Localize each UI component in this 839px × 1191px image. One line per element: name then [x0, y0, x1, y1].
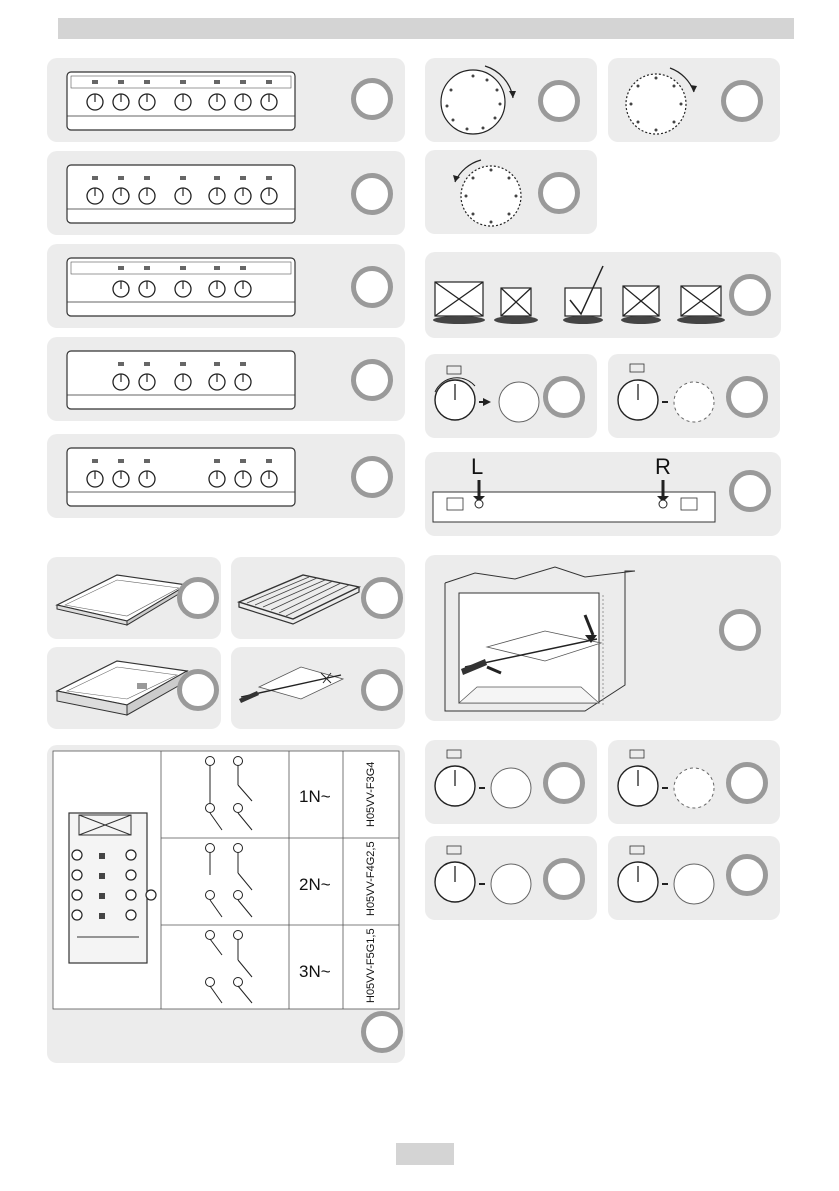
pan-sizes-panel — [425, 252, 781, 338]
step-circle — [729, 470, 771, 512]
control-panel-variant-2 — [47, 151, 405, 235]
pan-sizes-drawing — [425, 252, 781, 338]
step-circle — [543, 376, 585, 418]
timer-dial-c — [425, 150, 597, 234]
knob-setting-a — [425, 354, 597, 438]
knob-setting-e — [425, 836, 597, 920]
control-panel-variant-3 — [47, 244, 405, 328]
phase-label-2: 2N~ — [299, 875, 331, 894]
control-panel-variant-5 — [47, 434, 405, 518]
header-bar — [58, 18, 794, 39]
step-circle — [726, 854, 768, 896]
step-circle — [351, 78, 393, 120]
thermostat-panel — [425, 452, 781, 536]
page-number-bar — [396, 1143, 454, 1165]
step-circle — [538, 80, 580, 122]
knob-setting-d — [608, 740, 780, 824]
oven-rotisserie-panel — [425, 555, 781, 721]
wiring-panel — [47, 745, 405, 1063]
control-panel-variant-1 — [47, 58, 405, 142]
accessory-flat-tray — [47, 557, 221, 639]
step-circle — [351, 266, 393, 308]
knob-setting-f — [608, 836, 780, 920]
step-circle — [543, 762, 585, 804]
step-circle — [543, 858, 585, 900]
step-circle — [351, 173, 393, 215]
knob-setting-b — [608, 354, 780, 438]
label-left: L — [471, 454, 484, 479]
timer-dial-b — [608, 58, 780, 142]
step-circle — [351, 456, 393, 498]
step-circle — [177, 577, 219, 619]
step-circle — [177, 669, 219, 711]
phase-label-3: 3N~ — [299, 962, 331, 981]
accessory-wire-rack — [231, 557, 405, 639]
phase-label-1: 1N~ — [299, 787, 331, 806]
step-circle — [719, 609, 761, 651]
step-circle — [361, 577, 403, 619]
knob-setting-c — [425, 740, 597, 824]
step-circle — [721, 80, 763, 122]
cable-type-3: H05VV-F5G1,5 — [365, 928, 377, 1003]
accessory-rotisserie — [231, 647, 405, 729]
step-circle — [361, 669, 403, 711]
label-right: R — [655, 454, 671, 479]
cable-type-1: H05VV-F3G4 — [365, 761, 377, 827]
step-circle — [726, 376, 768, 418]
step-circle — [351, 359, 393, 401]
cable-type-2: H05VV-F4G2,5 — [365, 841, 377, 916]
step-circle — [726, 762, 768, 804]
step-circle — [361, 1011, 403, 1053]
step-circle — [538, 172, 580, 214]
timer-dial-a — [425, 58, 597, 142]
accessory-deep-tray — [47, 647, 221, 729]
wiring-table-drawing — [47, 745, 405, 1063]
step-circle — [729, 274, 771, 316]
control-panel-variant-4 — [47, 337, 405, 421]
